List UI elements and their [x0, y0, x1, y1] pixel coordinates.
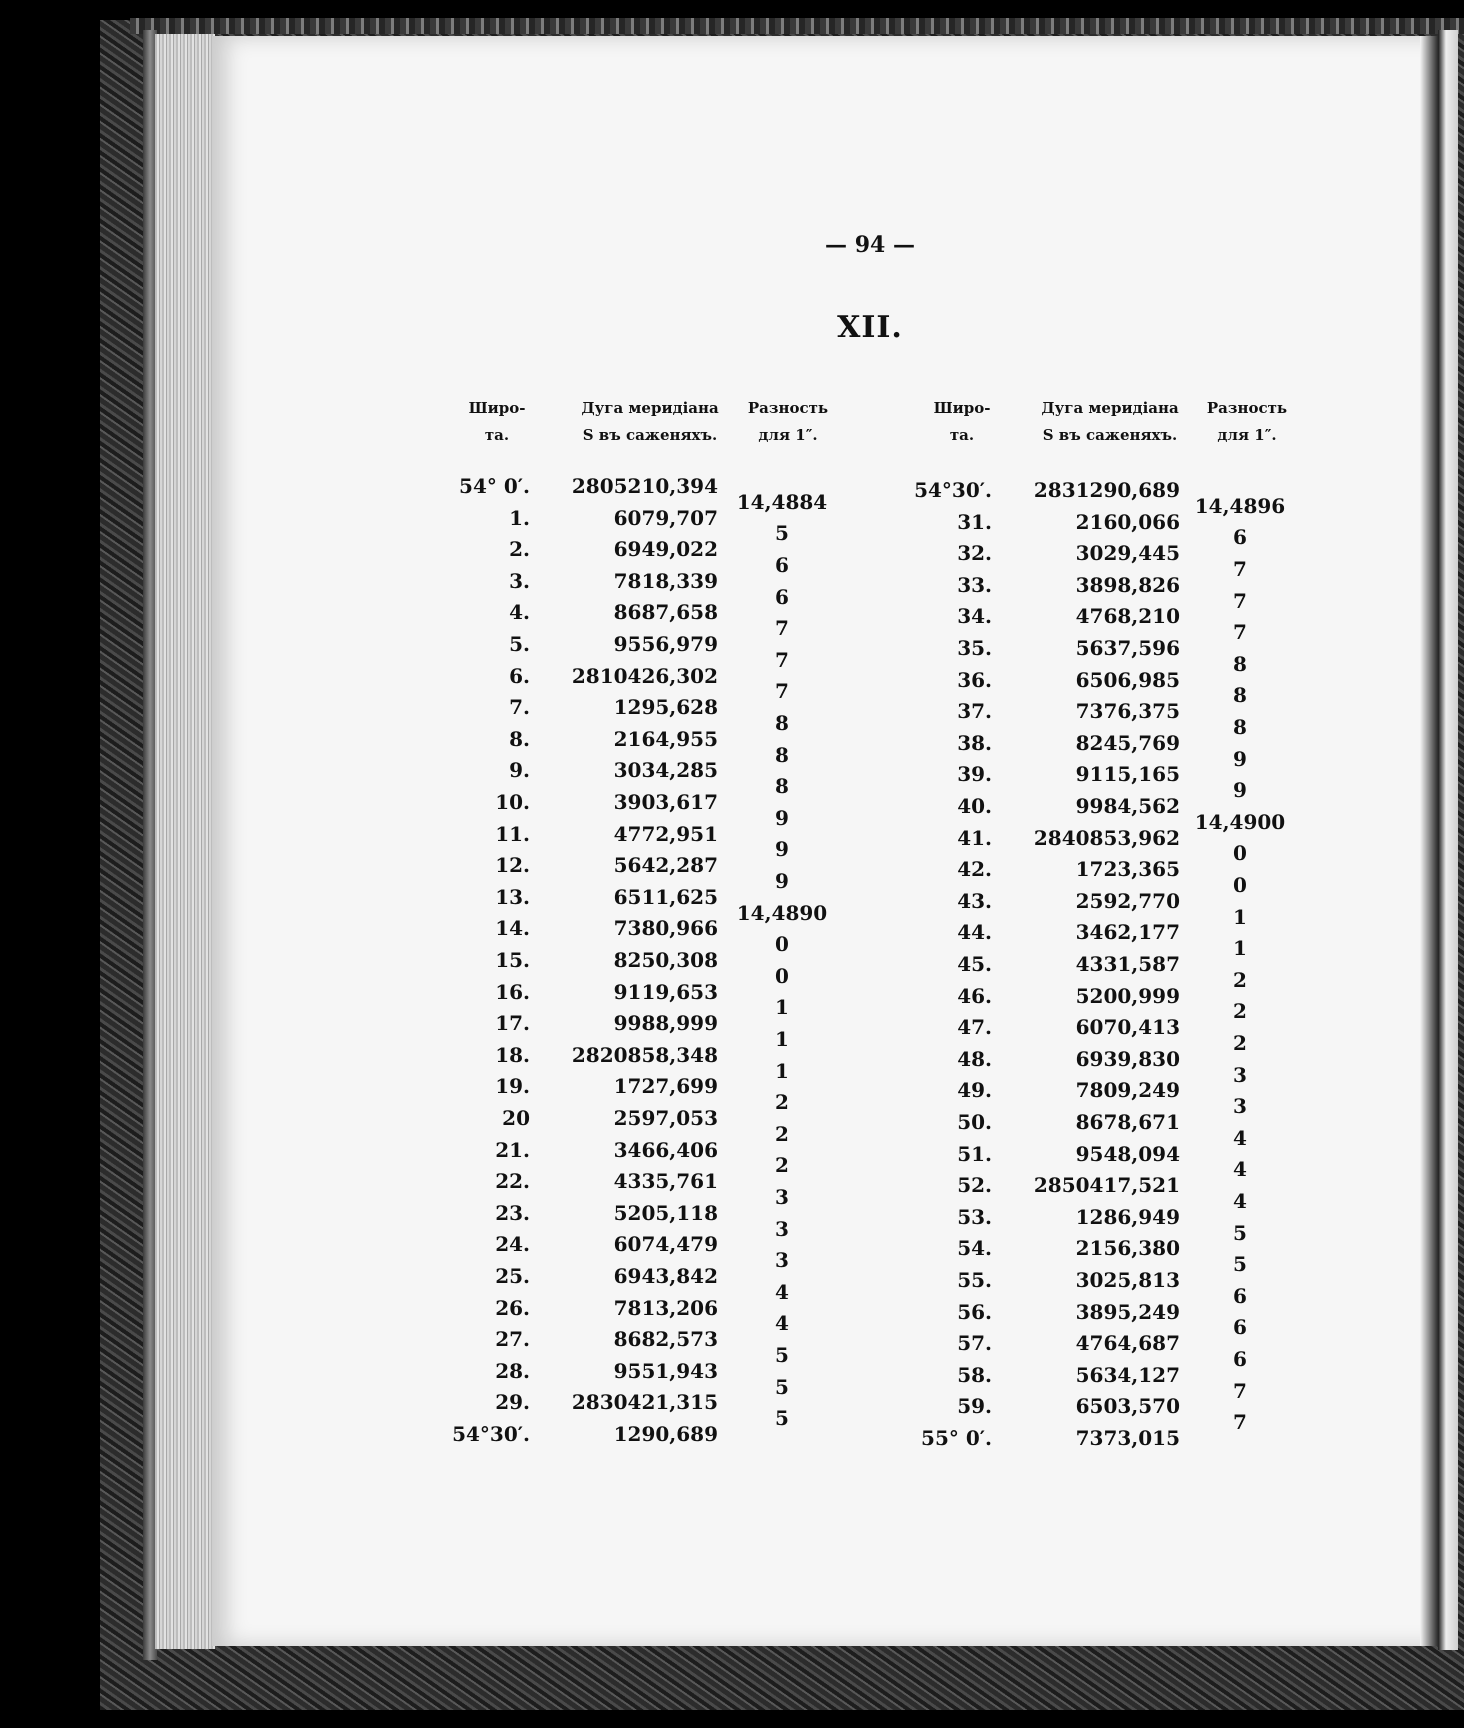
latitude-cell: 52.: [957, 1173, 992, 1198]
right-diff-header-line2: для 1″.: [1217, 426, 1277, 444]
latitude-cell: 28.: [495, 1358, 530, 1383]
arc-cell: 2805210,394: [571, 474, 718, 498]
arc-cell: 2592,770: [1075, 888, 1180, 913]
difference-cell: 9: [775, 837, 789, 862]
difference-cell: 7: [1233, 620, 1247, 645]
left-arc-header-line1: Дуга меридіана: [581, 399, 719, 417]
arc-cell: 3034,285: [613, 758, 718, 783]
latitude-cell: 19.: [495, 1074, 530, 1099]
latitude-cell: 47.: [957, 1015, 992, 1040]
right-diff-header-line1: Разность: [1206, 399, 1288, 417]
left-arc-header: [570, 395, 730, 449]
difference-cell: 5: [775, 521, 789, 546]
arc-cell: 9548,094: [1075, 1141, 1180, 1166]
latitude-cell: 6.: [509, 663, 530, 688]
arc-cell: 7813,206: [613, 1295, 718, 1320]
difference-cell: 2: [775, 1153, 789, 1178]
latitude-cell: 56.: [957, 1299, 992, 1324]
difference-cell: 14,4890: [736, 900, 828, 925]
difference-cell: 1: [1233, 936, 1247, 961]
latitude-cell: 17.: [495, 1011, 530, 1036]
arc-cell: 9556,979: [613, 632, 718, 656]
arc-cell: 2810426,302: [571, 663, 718, 688]
difference-cell: 5: [775, 1374, 789, 1399]
latitude-cell: 54° 0′.: [459, 474, 530, 498]
difference-cell: 4: [775, 1279, 789, 1304]
latitude-cell: 7.: [509, 695, 530, 720]
latitude-cell: 18.: [495, 1042, 530, 1067]
latitude-cell: 29.: [495, 1390, 530, 1415]
difference-cell: 8: [775, 742, 789, 767]
arc-cell: 1723,365: [1075, 857, 1180, 882]
arc-cell: 9988,999: [613, 1011, 718, 1036]
latitude-cell: 44.: [957, 920, 992, 945]
arc-cell: 6943,842: [613, 1264, 718, 1288]
left-diff-header-line1: Разность: [747, 399, 829, 417]
latitude-cell: 5.: [509, 632, 530, 656]
difference-cell: 9: [1233, 778, 1247, 803]
left-diff-header: [738, 395, 838, 449]
left-diff-header-line2: для 1″.: [758, 426, 818, 444]
arc-cell: 6506,985: [1075, 667, 1180, 692]
arc-cell: 7380,966: [613, 916, 718, 941]
next-page-edge: [1438, 30, 1458, 1650]
arc-cell: 2820858,348: [571, 1042, 718, 1067]
latitude-cell: 41.: [957, 825, 992, 850]
left-latitude-header-line2: та.: [484, 426, 510, 444]
difference-cell: 6: [1233, 1347, 1247, 1371]
arc-cell: 2850417,521: [1033, 1173, 1180, 1198]
latitude-cell: 46.: [957, 983, 992, 1008]
arc-cell: 2840853,962: [1033, 825, 1180, 850]
latitude-cell: 53.: [957, 1204, 992, 1229]
latitude-cell: 1.: [509, 505, 530, 530]
difference-cell: 1: [775, 1058, 789, 1083]
difference-cell: 6: [775, 584, 789, 609]
latitude-cell: 54°30′.: [452, 1422, 530, 1446]
arc-cell: 1727,699: [613, 1074, 718, 1099]
arc-cell: 3025,813: [1075, 1268, 1180, 1292]
difference-cell: 0: [1233, 873, 1247, 897]
latitude-cell: 34.: [957, 604, 992, 629]
section-title: XII.: [837, 310, 903, 345]
latitude-cell: 55° 0′.: [921, 1426, 992, 1450]
difference-cell: 2: [1233, 967, 1247, 992]
right-arc-header: [1030, 395, 1190, 449]
difference-cell: 7: [1233, 557, 1247, 581]
arc-cell: 2597,053: [613, 1106, 718, 1130]
difference-cell: 8: [1233, 715, 1247, 739]
difference-cell: 7: [775, 679, 789, 704]
arc-cell: 8250,308: [613, 948, 718, 972]
difference-cell: 3: [1233, 1094, 1247, 1119]
latitude-cell: 20: [502, 1106, 530, 1130]
latitude-cell: 4.: [509, 600, 530, 625]
latitude-cell: 2.: [509, 537, 530, 562]
difference-cell: 9: [1233, 746, 1247, 771]
latitude-cell: 51.: [957, 1141, 992, 1166]
latitude-cell: 38.: [957, 730, 992, 755]
difference-cell: 8: [775, 711, 789, 735]
arc-cell: 8682,573: [613, 1327, 718, 1352]
arc-cell: 5637,596: [1075, 636, 1180, 660]
left-arc-header-line2: S въ саженяхъ.: [582, 426, 718, 444]
latitude-cell: 59.: [957, 1394, 992, 1419]
arc-cell: 6074,479: [613, 1232, 718, 1257]
latitude-cell: 32.: [957, 541, 992, 566]
difference-cell: 3: [775, 1248, 789, 1273]
difference-cell: 2: [1233, 999, 1247, 1024]
latitude-cell: 14.: [495, 916, 530, 941]
right-arc-header-line2: S въ саженяхъ.: [1042, 426, 1178, 444]
arc-cell: 3462,177: [1075, 920, 1180, 945]
difference-cell: 2: [1233, 1031, 1247, 1055]
arc-cell: 7809,249: [1075, 1078, 1180, 1103]
latitude-cell: 58.: [957, 1362, 992, 1387]
arc-cell: 6949,022: [613, 537, 718, 562]
arc-cell: 5642,287: [613, 853, 718, 878]
difference-cell: 5: [775, 1343, 789, 1367]
difference-cell: 0: [1233, 841, 1247, 866]
latitude-cell: 33.: [957, 572, 992, 597]
arc-cell: 4768,210: [1075, 604, 1180, 629]
arc-cell: 2830421,315: [571, 1390, 718, 1415]
latitude-cell: 36.: [957, 667, 992, 692]
latitude-cell: 26.: [495, 1295, 530, 1320]
right-latitude-header-line1: Широ-: [933, 399, 991, 417]
latitude-cell: 42.: [957, 857, 992, 882]
difference-cell: 9: [775, 805, 789, 830]
arc-cell: 5205,118: [613, 1200, 718, 1225]
page-number: — 94 —: [825, 232, 915, 258]
latitude-cell: 3.: [509, 568, 530, 593]
book-cover-edge: [130, 18, 1464, 34]
latitude-cell: 54°30′.: [914, 478, 992, 502]
difference-cell: 7: [1233, 588, 1247, 613]
arc-cell: 9119,653: [613, 979, 718, 1004]
latitude-cell: 55.: [957, 1268, 992, 1292]
arc-cell: 7376,375: [1075, 699, 1180, 724]
difference-cell: 3: [1233, 1062, 1247, 1087]
difference-cell: 1: [775, 995, 789, 1020]
arc-cell: 6079,707: [613, 505, 718, 530]
latitude-cell: 37.: [957, 699, 992, 724]
arc-cell: 2156,380: [1075, 1236, 1180, 1261]
difference-cell: 8: [775, 774, 789, 799]
arc-cell: 7818,339: [613, 568, 718, 593]
arc-cell: 3903,617: [613, 790, 718, 814]
difference-cell: 1: [775, 1027, 789, 1051]
arc-cell: 8678,671: [1075, 1110, 1180, 1134]
arc-cell: 1286,949: [1075, 1204, 1180, 1229]
latitude-cell: 12.: [495, 853, 530, 878]
difference-cell: 7: [1233, 1378, 1247, 1403]
arc-cell: 1290,689: [613, 1422, 718, 1446]
latitude-cell: 35.: [957, 636, 992, 660]
right-arc-header-line1: Дуга меридіана: [1041, 399, 1179, 417]
latitude-cell: 9.: [509, 758, 530, 783]
difference-cell: 5: [1233, 1220, 1247, 1245]
arc-cell: 6939,830: [1075, 1046, 1180, 1071]
latitude-cell: 25.: [495, 1264, 530, 1288]
arc-cell: 8245,769: [1075, 730, 1180, 755]
arc-cell: 2160,066: [1075, 509, 1180, 534]
latitude-cell: 39.: [957, 762, 992, 787]
arc-cell: 6070,413: [1075, 1015, 1180, 1040]
arc-cell: 9551,943: [613, 1358, 718, 1383]
left-latitude-header-line1: Широ-: [468, 399, 526, 417]
difference-cell: 5: [775, 1406, 789, 1431]
difference-cell: 7: [775, 616, 789, 641]
difference-cell: 2: [775, 1121, 789, 1146]
difference-cell: 5: [1233, 1252, 1247, 1277]
arc-cell: 4772,951: [613, 821, 718, 846]
latitude-cell: 23.: [495, 1200, 530, 1225]
difference-cell: 14,4884: [736, 489, 828, 514]
difference-cell: 3: [775, 1185, 789, 1209]
arc-cell: 4335,761: [613, 1169, 718, 1194]
right-latitude-header: [927, 395, 997, 449]
right-latitude-header-line2: та.: [949, 426, 975, 444]
latitude-cell: 8.: [509, 726, 530, 751]
latitude-cell: 10.: [495, 790, 530, 814]
difference-cell: 14,4896: [1194, 493, 1286, 518]
arc-cell: 3898,826: [1075, 572, 1180, 597]
latitude-cell: 24.: [495, 1232, 530, 1257]
difference-cell: 7: [1233, 1410, 1247, 1435]
difference-cell: 0: [775, 963, 789, 988]
arc-cell: 9984,562: [1075, 794, 1180, 818]
arc-cell: 2831290,689: [1033, 478, 1180, 502]
latitude-cell: 57.: [957, 1331, 992, 1356]
arc-cell: 5200,999: [1075, 983, 1180, 1008]
latitude-cell: 16.: [495, 979, 530, 1004]
arc-cell: 6503,570: [1075, 1394, 1180, 1419]
latitude-cell: 54.: [957, 1236, 992, 1261]
arc-cell: 3895,249: [1075, 1299, 1180, 1324]
arc-cell: 1295,628: [613, 695, 718, 720]
latitude-cell: 40.: [957, 794, 992, 818]
arc-cell: 4764,687: [1075, 1331, 1180, 1356]
difference-cell: 4: [775, 1311, 789, 1336]
arc-cell: 9115,165: [1075, 762, 1180, 787]
latitude-cell: 48.: [957, 1046, 992, 1071]
latitude-cell: 11.: [495, 821, 530, 846]
difference-cell: 9: [775, 869, 789, 893]
difference-cell: 4: [1233, 1189, 1247, 1213]
page-gutter-shadow: [1420, 36, 1438, 1646]
left-latitude-header: [462, 395, 532, 449]
difference-cell: 6: [1233, 1283, 1247, 1308]
arc-cell: 5634,127: [1075, 1362, 1180, 1387]
difference-cell: 4: [1233, 1125, 1247, 1150]
difference-cell: 8: [1233, 651, 1247, 676]
difference-cell: 4: [1233, 1157, 1247, 1182]
latitude-cell: 43.: [957, 888, 992, 913]
difference-cell: 6: [1233, 1315, 1247, 1340]
right-diff-header: [1197, 395, 1297, 449]
difference-cell: 8: [1233, 683, 1247, 708]
latitude-cell: 13.: [495, 884, 530, 909]
difference-cell: 2: [775, 1090, 789, 1115]
difference-cell: 14,4900: [1194, 809, 1286, 834]
difference-cell: 6: [775, 553, 789, 577]
difference-cell: 6: [1233, 525, 1247, 550]
latitude-cell: 45.: [957, 952, 992, 976]
arc-cell: 3029,445: [1075, 541, 1180, 566]
latitude-cell: 21.: [495, 1137, 530, 1162]
difference-cell: 0: [775, 932, 789, 957]
latitude-cell: 49.: [957, 1078, 992, 1103]
arc-cell: 7373,015: [1075, 1426, 1180, 1450]
difference-cell: 1: [1233, 904, 1247, 929]
latitude-cell: 22.: [495, 1169, 530, 1194]
arc-cell: 4331,587: [1075, 952, 1180, 976]
arc-cell: 2164,955: [613, 726, 718, 751]
latitude-cell: 50.: [957, 1110, 992, 1134]
difference-cell: 3: [775, 1216, 789, 1241]
arc-cell: 3466,406: [613, 1137, 718, 1162]
difference-cell: 7: [775, 647, 789, 672]
latitude-cell: 15.: [495, 948, 530, 972]
latitude-cell: 31.: [957, 509, 992, 534]
latitude-cell: 27.: [495, 1327, 530, 1352]
page-stack-edges: [155, 34, 215, 1649]
arc-cell: 8687,658: [613, 600, 718, 625]
arc-cell: 6511,625: [613, 884, 718, 909]
